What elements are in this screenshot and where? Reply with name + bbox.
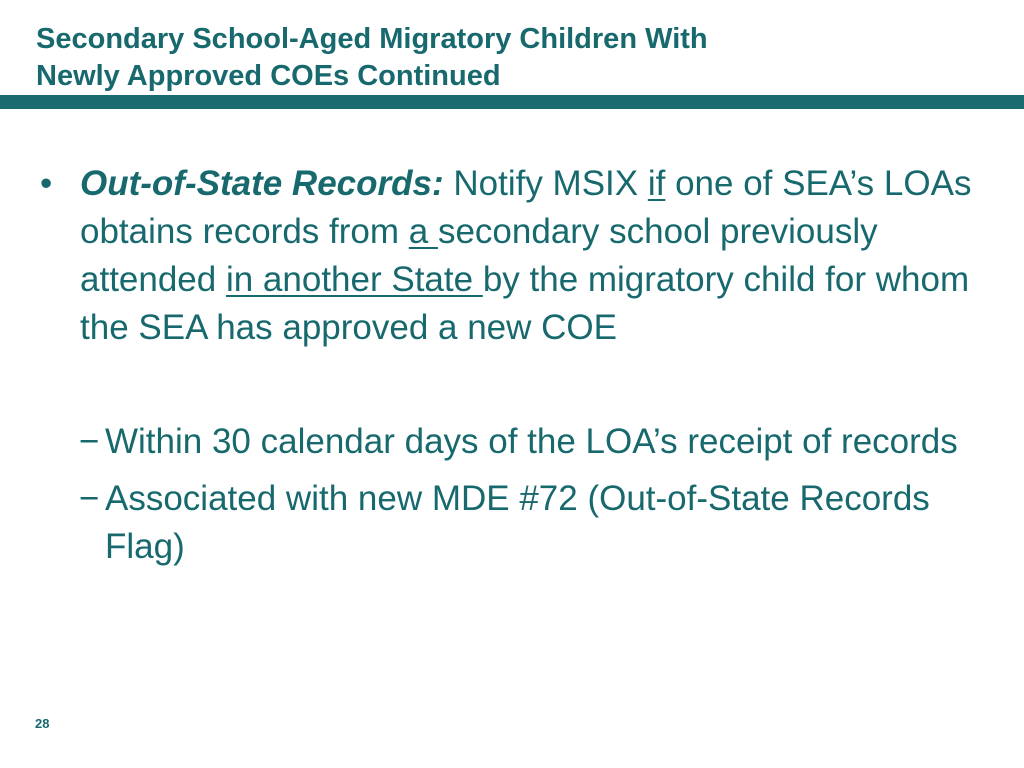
title-divider-bar [0, 95, 1024, 109]
bullet-lead-text: Out-of-State Records: [80, 164, 444, 203]
sub-bullet-text: Within 30 calendar days of the LOA’s receipt of records [105, 422, 958, 461]
bullet-marker: • [40, 164, 53, 203]
bullet-text-1: Notify MSIX [443, 164, 648, 203]
sub-bullet-item [0, 475, 965, 571]
bullet-underlined-a: a [408, 212, 438, 251]
sub-bullet-list [0, 418, 1024, 571]
bullet-underlined-another-state: in another State [225, 260, 483, 299]
bullet-text-2: one of SEA’s LOAs obtains records from [80, 164, 972, 251]
bullet-text-3: secondary school previously attended [80, 212, 878, 299]
page-number: 28 [35, 716, 50, 731]
sub-bullet-item [0, 418, 965, 466]
bullet-underlined-if: if [647, 164, 666, 203]
bullet-out-of-state-records [0, 160, 980, 352]
sub-bullet-marker: − [79, 422, 100, 461]
sub-bullet-text: Associated with new MDE #72 (Out-of-State Records Flag) [105, 479, 930, 566]
sub-bullet-marker: − [79, 479, 100, 518]
slide-title-line-1: Secondary School-Aged Migratory Children With [36, 23, 708, 55]
slide-title [36, 21, 996, 95]
bullet-text-4: by the migratory child for whom the SEA has approved a new COE [80, 260, 970, 347]
slide-body [0, 160, 1024, 580]
slide-title-line-2: Newly Approved COEs Continued [36, 60, 501, 92]
